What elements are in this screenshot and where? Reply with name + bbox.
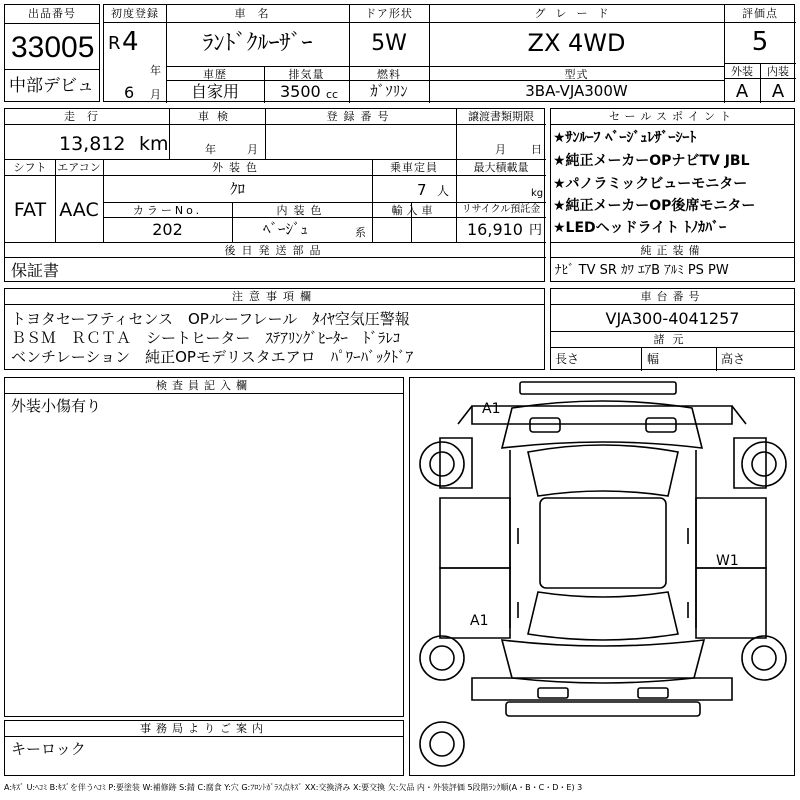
sales-point: ★パノラミックビューモニター — [553, 176, 748, 192]
int-color-label: 内装色 — [276, 204, 328, 217]
office-text: キーロック — [11, 740, 86, 758]
reg-month: 6 — [124, 83, 135, 102]
capacity-unit: 人 — [437, 184, 450, 198]
shift-value: FAT — [13, 199, 47, 221]
chassis-number: VJA300-4041257 — [605, 309, 740, 328]
int-color-suffix: 系 — [355, 226, 366, 239]
ext-color-label: 外装色 — [212, 161, 263, 174]
later-parts-value: 保証書 — [11, 261, 60, 280]
history-label: 車歴 — [203, 68, 227, 81]
shift-label: シフト — [13, 161, 47, 174]
month-unit: 月 — [150, 88, 161, 101]
lot-box — [4, 4, 100, 102]
inspector-text: 外装小傷有り — [11, 397, 102, 415]
notes-label: 注意事項欄 — [232, 290, 317, 303]
chassis-label: 車台番号 — [640, 290, 705, 303]
interior-grade: A — [771, 81, 785, 102]
damage-mark: W1 — [716, 553, 739, 569]
diagram-box — [409, 377, 795, 776]
mileage-label: 走行 — [64, 110, 110, 123]
mileage-value: 13,812 — [59, 133, 126, 155]
later-parts-label: 後日発送部品 — [224, 244, 327, 257]
sales-box — [550, 108, 795, 282]
lot-number: 33005 — [11, 31, 95, 64]
ac-label: エアコン — [57, 161, 101, 174]
note-line: トヨタセーフティセンス OPルーフレール ﾀｲﾔ空気圧警報 — [11, 310, 410, 328]
inspection-label: 車検 — [198, 110, 236, 123]
color-no-value: 202 — [152, 220, 183, 239]
recycle-label: リサイクル預託金 — [461, 204, 541, 215]
fuel-value: ｶﾞｿﾘﾝ — [370, 82, 408, 100]
displacement-label: 排気量 — [288, 68, 325, 81]
score-label: 評価点 — [742, 7, 778, 20]
first-reg-label: 初度登録 — [111, 7, 159, 20]
ac-value: AAC — [59, 199, 99, 221]
capacity-value: 7 — [417, 181, 427, 199]
year-unit: 年 — [150, 64, 161, 77]
recycle-unit: 円 — [529, 223, 543, 238]
recycle-value: 16,910 — [467, 220, 523, 239]
equip-label: 純正装備 — [640, 244, 705, 257]
sales-point: ★純正メーカーOPナビTV JBL — [553, 153, 750, 169]
height-label: 高さ — [721, 352, 746, 366]
office-box — [4, 720, 404, 776]
debut-label: 中部デビュ — [9, 76, 94, 96]
reg-no-label: 登録番号 — [326, 110, 395, 123]
car-name-label: 車名 — [234, 7, 281, 20]
sales-point: ★LEDヘッドライト ﾄﾉｶﾊﾞｰ — [553, 220, 727, 236]
damage-mark: A1 — [482, 401, 501, 417]
details-box — [4, 108, 545, 282]
era: R — [108, 33, 121, 54]
max-load-unit: kg — [531, 188, 544, 199]
legend-text: A:ｷｽﾞ U:ﾍｺﾐ B:ｷｽﾞを伴うﾍｺﾐ P:要塗装 W:補修跡 S:錆 C:腐食 Y:穴 G:ﾌﾛﾝﾄｶﾞﾗｽ点ｷｽﾞ XX:交換済み X:要交換 欠:欠品 内・外装評価 5段階ﾗﾝｸ順(A・B・C・D・E) 3 — [4, 783, 583, 792]
grade-label: グレード — [534, 7, 619, 20]
inspector-label: 検査員記入欄 — [156, 379, 252, 392]
transfer-day-unit: 日 — [531, 143, 542, 156]
chassis-box — [550, 288, 795, 370]
note-line: ベンチレーション 純正OPモデリスタエアロ ﾊﾟﾜｰﾊﾞｯｸﾄﾞｱ — [11, 348, 414, 366]
exterior-label: 外装 — [731, 65, 753, 78]
inspection-month-unit: 月 — [247, 143, 258, 156]
office-label: 事務局よりご案内 — [140, 722, 268, 735]
transfer-label: 譲渡書類期限 — [468, 110, 534, 123]
lot-label: 出品番号 — [28, 7, 76, 20]
vehicle-header-box — [103, 4, 795, 102]
interior-label: 内装 — [767, 65, 789, 78]
model-value: 3BA-VJA300W — [525, 82, 628, 100]
note-line: ＢＳＭ ＲＣＴＡ シートヒーター ｽﾃｱﾘﾝｸﾞﾋｰﾀｰ ﾄﾞﾗﾚｺ — [11, 329, 401, 347]
door-value: 5W — [371, 31, 407, 56]
equip-value: ﾅﾋﾞ TV SR ｶﾜ ｴｱB ｱﾙﾐ PS PW — [555, 263, 729, 278]
model-label: 型式 — [564, 68, 589, 81]
notes-box — [4, 288, 545, 370]
length-label: 長さ — [555, 352, 580, 366]
import-label: 輸入車 — [391, 204, 437, 217]
history-value: 自家用 — [190, 82, 239, 101]
inspection-year-unit: 年 — [205, 143, 216, 156]
displacement-unit: cc — [326, 88, 339, 101]
spec-label: 諸元 — [653, 333, 692, 346]
transfer-month-unit: 月 — [495, 143, 506, 156]
int-color-value: ﾍﾞｰｼﾞｭ — [263, 220, 309, 238]
car-diagram — [410, 378, 796, 777]
sales-label: セールスポイント — [608, 110, 736, 123]
mileage-unit: km — [139, 133, 169, 155]
fuel-label: 燃料 — [377, 68, 401, 81]
reg-year: 4 — [122, 27, 139, 57]
width-label: 幅 — [647, 352, 660, 366]
score-value: 5 — [751, 27, 769, 57]
car-name: ﾗﾝﾄﾞｸﾙｰｻﾞｰ — [202, 31, 313, 56]
max-load-label: 最大積載量 — [473, 161, 529, 174]
sales-point: ★ｻﾝﾙｰﾌ ﾍﾞｰｼﾞｭﾚｻﾞｰｼｰﾄ — [553, 130, 697, 146]
door-label: ドア形状 — [365, 7, 413, 20]
ext-color-value: ｸﾛ — [229, 180, 245, 198]
inspector-box — [4, 377, 404, 717]
exterior-grade: A — [735, 81, 749, 102]
grade-value: ZX 4WD — [527, 29, 626, 57]
capacity-label: 乗車定員 — [390, 161, 438, 174]
displacement-value: 3500 — [280, 82, 321, 101]
color-no-label: カラーNo. — [132, 204, 203, 217]
sales-point: ★純正メーカーOP後席モニター — [553, 198, 756, 214]
damage-mark: A1 — [470, 613, 489, 629]
